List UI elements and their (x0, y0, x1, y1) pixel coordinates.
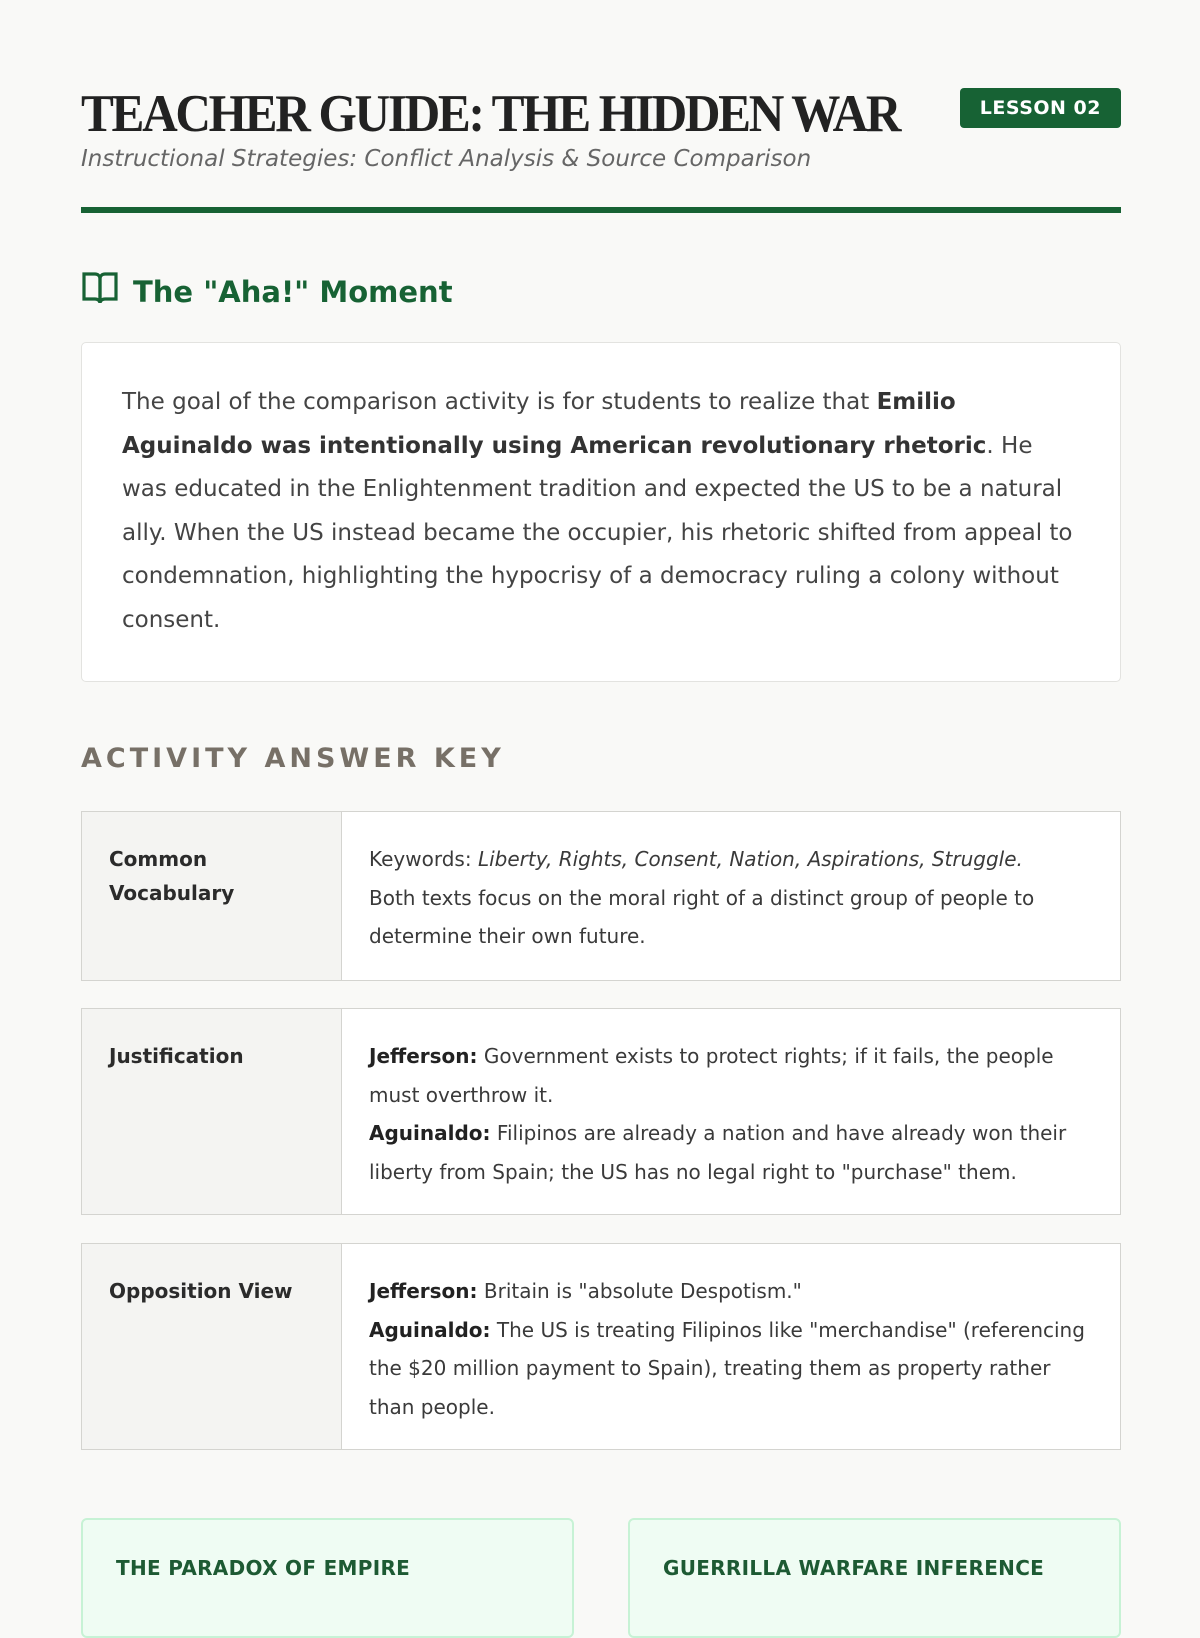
header (81, 84, 1121, 172)
card-title: THE PARADOX OF EMPIRE (116, 1556, 411, 1580)
book-open-icon (81, 270, 119, 313)
aha-text-bold: Emilio Aguinaldo was intentionally using American revolutionary rhetoric (122, 389, 987, 459)
keywords-prefix: Keywords: (369, 847, 478, 871)
guerrilla-card (628, 1518, 1121, 1638)
jefferson-text: Britain is "absolute Despotism." (477, 1279, 802, 1303)
header-divider (81, 207, 1121, 213)
jefferson-text: Government exists to protect rights; if it fails, the people must overthrow it. (369, 1044, 1054, 1107)
row-label: Opposition View (82, 1244, 342, 1449)
aha-card (81, 342, 1121, 682)
row-value (342, 1244, 1120, 1449)
aha-text (122, 381, 1080, 642)
vocabulary-text: Both texts focus on the moral right of a distinct group of people to determine their own future. (369, 885, 1035, 948)
row-label: Justification (82, 1009, 342, 1214)
row-value (342, 812, 1120, 980)
aha-section-heading (81, 270, 453, 313)
card-title: GUERRILLA WARFARE INFERENCE (663, 1556, 1045, 1580)
aha-text-end: . He was educated in the Enlightenment tradition and expected the US to be a natural ally. When the US instead became the occupier, his rhetoric shifted from appeal to condemnation, highlighting the hypocrisy of a democracy ruling a colony without consent. (122, 432, 1073, 633)
paradox-card (81, 1518, 574, 1638)
row-value (342, 1009, 1120, 1214)
row-label: Common Vocabulary (82, 812, 342, 980)
table-row-opposition (81, 1243, 1121, 1450)
aguinaldo-text: Filipinos are already a nation and have already won their liberty from Spain; the US has no legal right to "purchase" them. (369, 1121, 1067, 1184)
page-title: TEACHER GUIDE: THE HIDDEN WAR (81, 85, 900, 143)
aguinaldo-label: Aguinaldo: (369, 1317, 491, 1342)
aguinaldo-label: Aguinaldo: (369, 1121, 491, 1145)
aha-text-start: The goal of the comparison activity is for students to realize that (122, 389, 877, 415)
lesson-badge: LESSON 02 (960, 88, 1121, 128)
page-subtitle: Instructional Strategies: Conflict Analysis & Source Comparison (81, 146, 812, 172)
aguinaldo-text: The US is treating Filipinos like "merchandise" (referencing the $20 million payment to Spain), treating them as property rather than people. (369, 1317, 1085, 1419)
aha-heading: The "Aha!" Moment (133, 274, 453, 309)
keywords-list: Liberty, Rights, Consent, Nation, Aspirations, Struggle. (477, 847, 1023, 871)
jefferson-label: Jefferson: (369, 1044, 478, 1068)
answer-key-heading: ACTIVITY ANSWER KEY (81, 743, 505, 774)
jefferson-label: Jefferson: (369, 1279, 478, 1303)
table-row-justification (81, 1008, 1121, 1215)
table-row-vocabulary (81, 811, 1121, 981)
